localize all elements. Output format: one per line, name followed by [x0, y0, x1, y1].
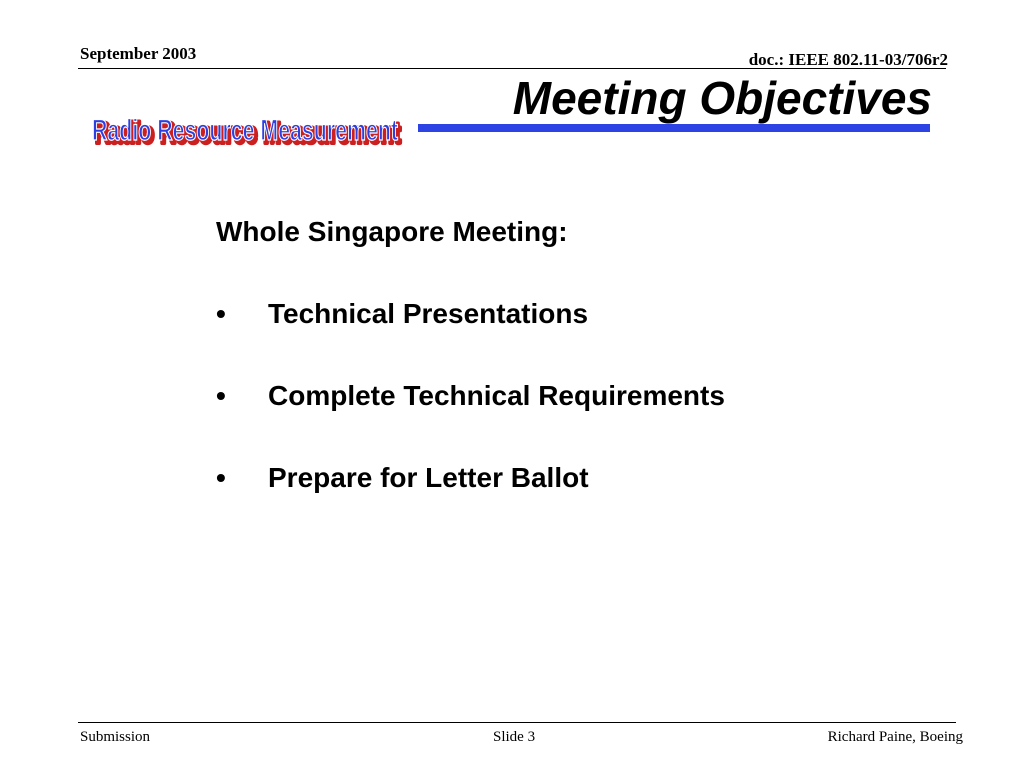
bullet-item	[216, 459, 916, 497]
footer-divider	[78, 722, 956, 723]
logo-wordart	[92, 110, 410, 150]
bullet-text: Prepare for Letter Ballot	[268, 462, 589, 493]
footer-submission: Submission	[80, 729, 151, 745]
title-underline-bar	[418, 124, 930, 132]
header-divider	[78, 68, 946, 69]
logo-text: Radio Resource Measurement	[92, 114, 399, 147]
bullet-item	[216, 377, 916, 415]
header-doc-id: doc.: IEEE 802.11-03/706r2	[748, 50, 948, 69]
footer-slide-number: Slide 3	[493, 729, 536, 745]
header-date: September 2003	[80, 44, 197, 63]
bullet-icon: •	[216, 380, 226, 411]
slide-body	[216, 213, 916, 497]
logo-text-shadow: Radio Resource Measurement	[95, 117, 402, 150]
bullet-list	[216, 295, 916, 497]
bullet-text: Technical Presentations	[268, 298, 589, 329]
body-heading: Whole Singapore Meeting:	[216, 216, 568, 247]
bullet-icon: •	[216, 462, 226, 493]
footer-author: Richard Paine, Boeing	[827, 729, 963, 745]
radio-resource-measurement-logo	[92, 110, 410, 150]
bullet-item	[216, 295, 916, 333]
bullet-text: Complete Technical Requirements	[268, 380, 725, 411]
slide-title: Meeting Objectives	[512, 72, 932, 124]
bullet-icon: •	[216, 298, 226, 329]
